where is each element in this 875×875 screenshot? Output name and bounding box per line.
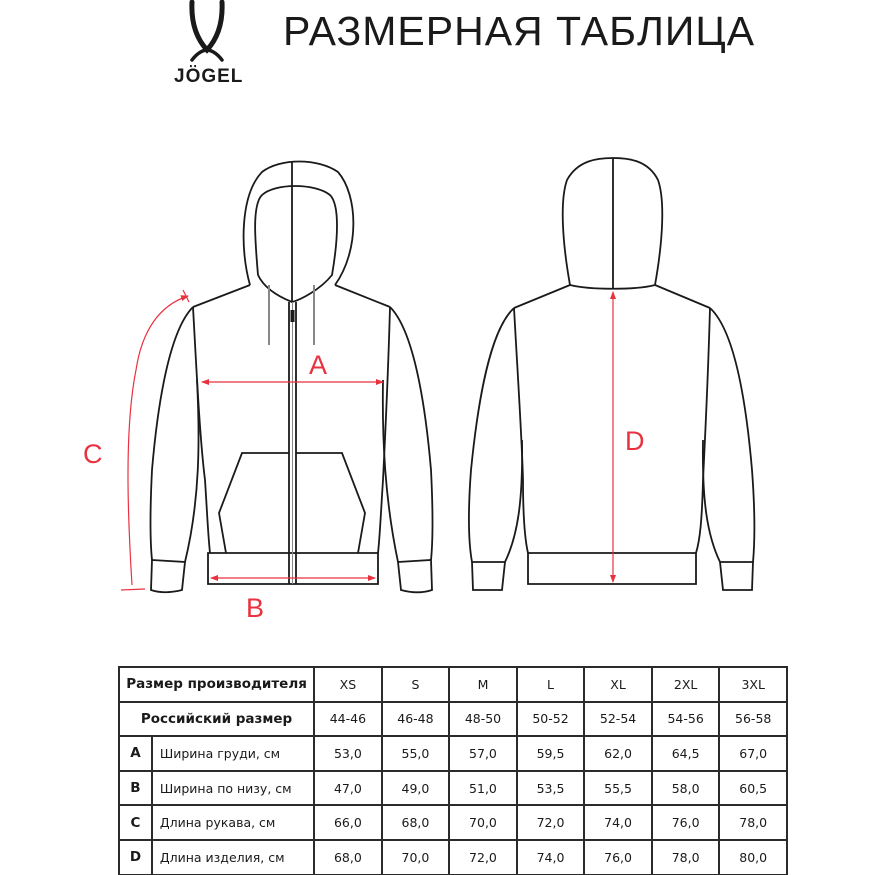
size-cell: L bbox=[517, 667, 585, 702]
russian-size-label: Российский размер bbox=[119, 702, 314, 737]
measure-name: Ширина груди, см bbox=[152, 736, 314, 771]
manufacturer-size-label: Размер производителя bbox=[119, 667, 314, 702]
measure-value: 68,0 bbox=[314, 840, 382, 875]
russian-size-cell: 52-54 bbox=[584, 702, 652, 737]
brand-name: JÖGEL bbox=[174, 66, 244, 87]
measure-value: 59,5 bbox=[517, 736, 585, 771]
size-table bbox=[118, 666, 788, 875]
front-view bbox=[151, 162, 433, 593]
measure-label-b: B bbox=[246, 593, 265, 623]
table-row bbox=[119, 771, 787, 806]
measure-value: 58,0 bbox=[652, 771, 720, 806]
measure-value: 55,5 bbox=[584, 771, 652, 806]
front-measurements bbox=[121, 290, 383, 590]
measure-value: 78,0 bbox=[652, 840, 720, 875]
table-row-manufacturer-size bbox=[119, 667, 787, 702]
measure-c-line bbox=[128, 296, 188, 585]
measure-value: 72,0 bbox=[449, 840, 517, 875]
measure-label-c: C bbox=[83, 439, 103, 469]
measure-value: 76,0 bbox=[584, 840, 652, 875]
measure-letter: C bbox=[119, 805, 152, 840]
measure-value: 57,0 bbox=[449, 736, 517, 771]
measure-letter: B bbox=[119, 771, 152, 806]
measure-value: 49,0 bbox=[382, 771, 450, 806]
page-title: РАЗМЕРНАЯ ТАБЛИЦА bbox=[283, 8, 756, 54]
russian-size-cell: 44-46 bbox=[314, 702, 382, 737]
size-cell: M bbox=[449, 667, 517, 702]
size-cell: 3XL bbox=[719, 667, 787, 702]
size-cell: 2XL bbox=[652, 667, 720, 702]
table-row bbox=[119, 805, 787, 840]
russian-size-cell: 54-56 bbox=[652, 702, 720, 737]
measure-value: 51,0 bbox=[449, 771, 517, 806]
measure-value: 53,5 bbox=[517, 771, 585, 806]
measure-value: 62,0 bbox=[584, 736, 652, 771]
measure-value: 53,0 bbox=[314, 736, 382, 771]
measure-value: 66,0 bbox=[314, 805, 382, 840]
measure-value: 74,0 bbox=[517, 840, 585, 875]
measure-name: Длина рукава, см bbox=[152, 805, 314, 840]
measure-value: 67,0 bbox=[719, 736, 787, 771]
back-view bbox=[469, 158, 755, 590]
measure-name: Длина изделия, см bbox=[152, 840, 314, 875]
table-row-russian-size bbox=[119, 702, 787, 737]
measure-value: 74,0 bbox=[584, 805, 652, 840]
measure-value: 47,0 bbox=[314, 771, 382, 806]
measure-letter: D bbox=[119, 840, 152, 875]
measure-value: 80,0 bbox=[719, 840, 787, 875]
measure-value: 64,5 bbox=[652, 736, 720, 771]
measure-value: 78,0 bbox=[719, 805, 787, 840]
russian-size-cell: 48-50 bbox=[449, 702, 517, 737]
measure-label-d: D bbox=[625, 426, 645, 456]
measure-value: 55,0 bbox=[382, 736, 450, 771]
measure-letter: A bbox=[119, 736, 152, 771]
measure-value: 76,0 bbox=[652, 805, 720, 840]
measure-value: 70,0 bbox=[382, 840, 450, 875]
russian-size-cell: 46-48 bbox=[382, 702, 450, 737]
table-row bbox=[119, 736, 787, 771]
measure-value: 60,5 bbox=[719, 771, 787, 806]
measure-value: 68,0 bbox=[382, 805, 450, 840]
measure-label-a: A bbox=[309, 350, 328, 380]
size-cell: XS bbox=[314, 667, 382, 702]
table-row bbox=[119, 840, 787, 875]
size-cell: XL bbox=[584, 667, 652, 702]
measure-value: 70,0 bbox=[449, 805, 517, 840]
measure-name: Ширина по низу, см bbox=[152, 771, 314, 806]
size-cell: S bbox=[382, 667, 450, 702]
russian-size-cell: 56-58 bbox=[719, 702, 787, 737]
measure-value: 72,0 bbox=[517, 805, 585, 840]
russian-size-cell: 50-52 bbox=[517, 702, 585, 737]
